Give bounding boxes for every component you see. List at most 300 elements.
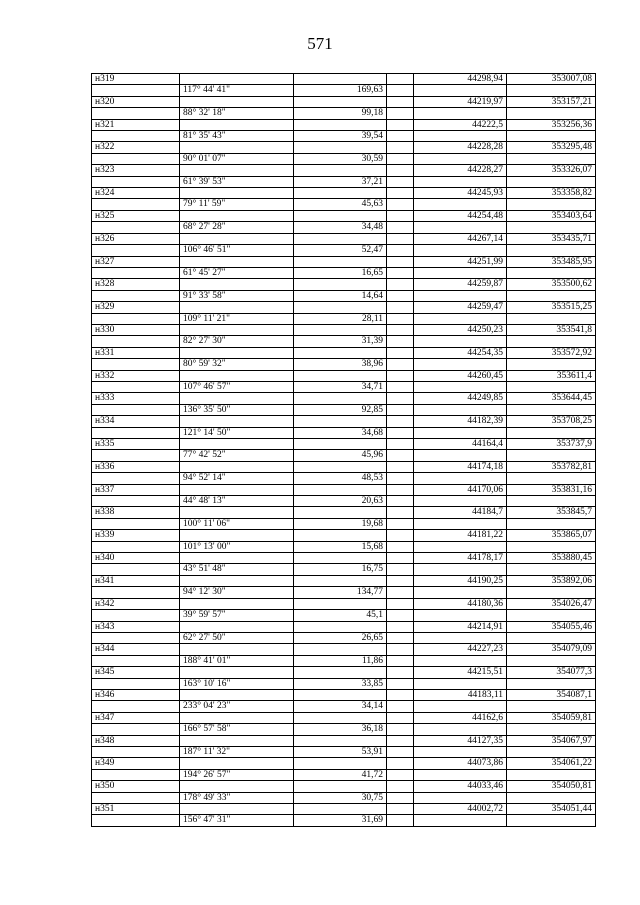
segment-length-cell: 30,75 [294, 792, 387, 803]
segment-row [92, 564, 596, 575]
point-name-cell [92, 450, 180, 461]
x-coordinate-cell: 44181,22 [414, 530, 507, 541]
empty-cell [387, 427, 414, 438]
x-coordinate-cell [414, 564, 507, 575]
direction-angle-cell [180, 416, 294, 427]
y-coordinate-cell: 353157,21 [507, 96, 596, 107]
point-row [92, 96, 596, 107]
segment-length-cell [294, 758, 387, 769]
point-name-cell: н336 [92, 461, 180, 472]
segment-length-cell [294, 393, 387, 404]
point-name-cell: н331 [92, 347, 180, 358]
direction-angle-cell [180, 347, 294, 358]
segment-length-cell [294, 621, 387, 632]
empty-cell [387, 518, 414, 529]
x-coordinate-cell: 44214,91 [414, 621, 507, 632]
point-name-cell: н347 [92, 712, 180, 723]
segment-length-cell: 169,63 [294, 85, 387, 96]
segment-length-cell: 33,85 [294, 678, 387, 689]
point-row [92, 324, 596, 335]
segment-length-cell: 14,64 [294, 290, 387, 301]
direction-angle-cell: 61° 45' 27" [180, 267, 294, 278]
point-name-cell [92, 815, 180, 826]
segment-length-cell [294, 484, 387, 495]
direction-angle-cell: 94° 12' 30" [180, 587, 294, 598]
x-coordinate-cell [414, 85, 507, 96]
empty-cell [387, 621, 414, 632]
point-name-cell [92, 199, 180, 210]
point-name-cell: н339 [92, 530, 180, 541]
point-name-cell [92, 131, 180, 142]
point-name-cell: н346 [92, 689, 180, 700]
direction-angle-cell [180, 484, 294, 495]
x-coordinate-cell [414, 610, 507, 621]
point-name-cell [92, 108, 180, 119]
y-coordinate-cell: 354055,46 [507, 621, 596, 632]
direction-angle-cell: 188° 41' 01" [180, 655, 294, 666]
point-name-cell: н327 [92, 256, 180, 267]
direction-angle-cell [180, 667, 294, 678]
direction-angle-cell [180, 689, 294, 700]
direction-angle-cell: 81° 35' 43" [180, 131, 294, 142]
y-coordinate-cell [507, 381, 596, 392]
direction-angle-cell [180, 439, 294, 450]
empty-cell [387, 439, 414, 450]
direction-angle-cell [180, 188, 294, 199]
empty-cell [387, 245, 414, 256]
point-row [92, 210, 596, 221]
point-name-cell: н319 [92, 74, 180, 85]
empty-cell [387, 484, 414, 495]
point-row [92, 575, 596, 586]
segment-row [92, 131, 596, 142]
segment-length-cell: 11,86 [294, 655, 387, 666]
direction-angle-cell: 100° 11' 06" [180, 518, 294, 529]
point-name-cell [92, 564, 180, 575]
direction-angle-cell [180, 119, 294, 130]
segment-length-cell: 134,77 [294, 587, 387, 598]
point-name-cell [92, 746, 180, 757]
empty-cell [387, 530, 414, 541]
y-coordinate-cell: 353737,9 [507, 439, 596, 450]
x-coordinate-cell [414, 176, 507, 187]
segment-length-cell: 28,11 [294, 313, 387, 324]
point-name-cell [92, 610, 180, 621]
segment-length-cell [294, 553, 387, 564]
direction-angle-cell: 117° 44' 41" [180, 85, 294, 96]
segment-row [92, 746, 596, 757]
empty-cell [387, 108, 414, 119]
x-coordinate-cell: 44170,06 [414, 484, 507, 495]
segment-length-cell [294, 165, 387, 176]
x-coordinate-cell: 44245,93 [414, 188, 507, 199]
point-row [92, 347, 596, 358]
x-coordinate-cell [414, 792, 507, 803]
direction-angle-cell: 166° 57' 58" [180, 724, 294, 735]
y-coordinate-cell [507, 108, 596, 119]
point-name-cell [92, 176, 180, 187]
segment-length-cell [294, 781, 387, 792]
segment-row [92, 769, 596, 780]
segment-row [92, 518, 596, 529]
empty-cell [387, 655, 414, 666]
point-name-cell [92, 496, 180, 507]
x-coordinate-cell [414, 131, 507, 142]
point-row [92, 758, 596, 769]
y-coordinate-cell: 354061,22 [507, 758, 596, 769]
x-coordinate-cell: 44228,27 [414, 165, 507, 176]
segment-row [92, 724, 596, 735]
x-coordinate-cell: 44178,17 [414, 553, 507, 564]
segment-length-cell [294, 689, 387, 700]
y-coordinate-cell: 353892,06 [507, 575, 596, 586]
segment-length-cell: 99,18 [294, 108, 387, 119]
point-name-cell [92, 222, 180, 233]
segment-length-cell [294, 256, 387, 267]
y-coordinate-cell: 353515,25 [507, 302, 596, 313]
y-coordinate-cell [507, 792, 596, 803]
coordinates-table-body [92, 74, 596, 827]
segment-row [92, 245, 596, 256]
empty-cell [387, 96, 414, 107]
segment-length-cell: 52,47 [294, 245, 387, 256]
x-coordinate-cell: 44190,25 [414, 575, 507, 586]
segment-row [92, 199, 596, 210]
x-coordinate-cell: 44219,97 [414, 96, 507, 107]
point-row [92, 507, 596, 518]
segment-row [92, 701, 596, 712]
empty-cell [387, 359, 414, 370]
y-coordinate-cell: 353435,71 [507, 233, 596, 244]
empty-cell [387, 769, 414, 780]
x-coordinate-cell [414, 404, 507, 415]
x-coordinate-cell: 44162,6 [414, 712, 507, 723]
x-coordinate-cell: 44249,85 [414, 393, 507, 404]
x-coordinate-cell: 44227,23 [414, 644, 507, 655]
segment-row [92, 541, 596, 552]
point-name-cell: н321 [92, 119, 180, 130]
segment-length-cell [294, 598, 387, 609]
empty-cell [387, 313, 414, 324]
empty-cell [387, 256, 414, 267]
y-coordinate-cell [507, 153, 596, 164]
point-name-cell: н345 [92, 667, 180, 678]
segment-length-cell [294, 507, 387, 518]
y-coordinate-cell [507, 724, 596, 735]
x-coordinate-cell [414, 541, 507, 552]
y-coordinate-cell: 353256,36 [507, 119, 596, 130]
direction-angle-cell [180, 781, 294, 792]
empty-cell [387, 199, 414, 210]
segment-length-cell: 31,69 [294, 815, 387, 826]
y-coordinate-cell: 354050,81 [507, 781, 596, 792]
point-row [92, 735, 596, 746]
x-coordinate-cell: 44228,28 [414, 142, 507, 153]
empty-cell [387, 336, 414, 347]
direction-angle-cell: 90° 01' 07" [180, 153, 294, 164]
point-row [92, 553, 596, 564]
y-coordinate-cell [507, 518, 596, 529]
x-coordinate-cell: 44222,5 [414, 119, 507, 130]
segment-length-cell: 31,39 [294, 336, 387, 347]
direction-angle-cell: 79° 11' 59" [180, 199, 294, 210]
point-row [92, 439, 596, 450]
point-row [92, 621, 596, 632]
segment-length-cell [294, 188, 387, 199]
point-row [92, 416, 596, 427]
x-coordinate-cell [414, 153, 507, 164]
direction-angle-cell [180, 712, 294, 723]
segment-length-cell: 34,48 [294, 222, 387, 233]
point-row [92, 644, 596, 655]
empty-cell [387, 393, 414, 404]
direction-angle-cell [180, 279, 294, 290]
segment-length-cell: 26,65 [294, 632, 387, 643]
empty-cell [387, 165, 414, 176]
empty-cell [387, 404, 414, 415]
x-coordinate-cell [414, 290, 507, 301]
x-coordinate-cell [414, 473, 507, 484]
point-row [92, 781, 596, 792]
segment-length-cell: 48,53 [294, 473, 387, 484]
empty-cell [387, 598, 414, 609]
point-name-cell: н344 [92, 644, 180, 655]
x-coordinate-cell: 44254,35 [414, 347, 507, 358]
point-name-cell: н350 [92, 781, 180, 792]
empty-cell [387, 792, 414, 803]
segment-row [92, 610, 596, 621]
empty-cell [387, 74, 414, 85]
direction-angle-cell: 77° 42' 52" [180, 450, 294, 461]
segment-length-cell: 36,18 [294, 724, 387, 735]
direction-angle-cell [180, 553, 294, 564]
x-coordinate-cell [414, 267, 507, 278]
x-coordinate-cell [414, 632, 507, 643]
y-coordinate-cell: 353007,08 [507, 74, 596, 85]
segment-row [92, 815, 596, 826]
y-coordinate-cell [507, 176, 596, 187]
point-row [92, 598, 596, 609]
point-name-cell: н335 [92, 439, 180, 450]
empty-cell [387, 667, 414, 678]
segment-row [92, 404, 596, 415]
empty-cell [387, 290, 414, 301]
direction-angle-cell: 156° 47' 31" [180, 815, 294, 826]
y-coordinate-cell [507, 267, 596, 278]
x-coordinate-cell [414, 769, 507, 780]
empty-cell [387, 153, 414, 164]
empty-cell [387, 564, 414, 575]
point-row [92, 233, 596, 244]
x-coordinate-cell [414, 313, 507, 324]
segment-row [92, 496, 596, 507]
segment-length-cell: 37,21 [294, 176, 387, 187]
y-coordinate-cell: 354087,1 [507, 689, 596, 700]
empty-cell [387, 610, 414, 621]
direction-angle-cell [180, 233, 294, 244]
direction-angle-cell [180, 758, 294, 769]
empty-cell [387, 735, 414, 746]
y-coordinate-cell [507, 769, 596, 780]
x-coordinate-cell [414, 701, 507, 712]
coordinates-table-container [91, 73, 595, 827]
direction-angle-cell [180, 621, 294, 632]
empty-cell [387, 815, 414, 826]
segment-length-cell [294, 324, 387, 335]
direction-angle-cell [180, 575, 294, 586]
x-coordinate-cell: 44298,94 [414, 74, 507, 85]
empty-cell [387, 746, 414, 757]
point-row [92, 530, 596, 541]
y-coordinate-cell: 353358,82 [507, 188, 596, 199]
y-coordinate-cell [507, 587, 596, 598]
direction-angle-cell: 107° 46' 57" [180, 381, 294, 392]
empty-cell [387, 142, 414, 153]
point-row [92, 393, 596, 404]
empty-cell [387, 370, 414, 381]
y-coordinate-cell: 353865,07 [507, 530, 596, 541]
point-name-cell [92, 518, 180, 529]
empty-cell [387, 85, 414, 96]
y-coordinate-cell [507, 496, 596, 507]
segment-row [92, 655, 596, 666]
point-name-cell [92, 290, 180, 301]
y-coordinate-cell [507, 701, 596, 712]
y-coordinate-cell: 353845,7 [507, 507, 596, 518]
y-coordinate-cell [507, 313, 596, 324]
segment-row [92, 473, 596, 484]
point-name-cell [92, 769, 180, 780]
empty-cell [387, 233, 414, 244]
point-name-cell [92, 381, 180, 392]
point-row [92, 165, 596, 176]
segment-length-cell [294, 461, 387, 472]
segment-row [92, 313, 596, 324]
y-coordinate-cell: 353782,81 [507, 461, 596, 472]
point-name-cell [92, 792, 180, 803]
x-coordinate-cell: 44267,14 [414, 233, 507, 244]
y-coordinate-cell: 353485,95 [507, 256, 596, 267]
point-name-cell [92, 359, 180, 370]
point-name-cell [92, 701, 180, 712]
point-name-cell [92, 541, 180, 552]
point-name-cell: н324 [92, 188, 180, 199]
point-name-cell: н334 [92, 416, 180, 427]
y-coordinate-cell [507, 222, 596, 233]
x-coordinate-cell: 44033,46 [414, 781, 507, 792]
x-coordinate-cell [414, 108, 507, 119]
direction-angle-cell: 109° 11' 21" [180, 313, 294, 324]
direction-angle-cell: 233° 04' 23" [180, 701, 294, 712]
empty-cell [387, 689, 414, 700]
x-coordinate-cell: 44183,11 [414, 689, 507, 700]
y-coordinate-cell: 353880,45 [507, 553, 596, 564]
empty-cell [387, 804, 414, 815]
point-name-cell [92, 404, 180, 415]
y-coordinate-cell: 353326,07 [507, 165, 596, 176]
segment-row [92, 85, 596, 96]
x-coordinate-cell [414, 724, 507, 735]
empty-cell [387, 222, 414, 233]
point-row [92, 484, 596, 495]
point-name-cell: н325 [92, 210, 180, 221]
empty-cell [387, 507, 414, 518]
y-coordinate-cell [507, 473, 596, 484]
y-coordinate-cell: 353403,64 [507, 210, 596, 221]
point-name-cell: н320 [92, 96, 180, 107]
point-name-cell: н333 [92, 393, 180, 404]
point-name-cell [92, 267, 180, 278]
y-coordinate-cell [507, 336, 596, 347]
y-coordinate-cell [507, 131, 596, 142]
empty-cell [387, 644, 414, 655]
segment-row [92, 290, 596, 301]
segment-length-cell [294, 644, 387, 655]
y-coordinate-cell [507, 541, 596, 552]
segment-row [92, 450, 596, 461]
segment-length-cell [294, 804, 387, 815]
segment-length-cell [294, 530, 387, 541]
point-row [92, 119, 596, 130]
x-coordinate-cell [414, 655, 507, 666]
direction-angle-cell: 80° 59' 32" [180, 359, 294, 370]
direction-angle-cell: 39° 59' 57" [180, 610, 294, 621]
y-coordinate-cell: 354026,47 [507, 598, 596, 609]
segment-length-cell: 92,85 [294, 404, 387, 415]
segment-row [92, 632, 596, 643]
point-row [92, 256, 596, 267]
x-coordinate-cell: 44184,7 [414, 507, 507, 518]
segment-row [92, 381, 596, 392]
empty-cell [387, 416, 414, 427]
empty-cell [387, 279, 414, 290]
direction-angle-cell [180, 370, 294, 381]
direction-angle-cell [180, 393, 294, 404]
segment-length-cell: 45,63 [294, 199, 387, 210]
point-name-cell: н342 [92, 598, 180, 609]
point-row [92, 461, 596, 472]
segment-length-cell: 39,54 [294, 131, 387, 142]
direction-angle-cell: 178° 49' 33" [180, 792, 294, 803]
y-coordinate-cell [507, 450, 596, 461]
segment-length-cell: 16,75 [294, 564, 387, 575]
segment-length-cell [294, 74, 387, 85]
x-coordinate-cell [414, 199, 507, 210]
point-row [92, 370, 596, 381]
segment-length-cell: 16,65 [294, 267, 387, 278]
empty-cell [387, 302, 414, 313]
coordinates-table [91, 73, 596, 827]
direction-angle-cell [180, 256, 294, 267]
empty-cell [387, 267, 414, 278]
empty-cell [387, 712, 414, 723]
point-name-cell: н338 [92, 507, 180, 518]
x-coordinate-cell: 44164,4 [414, 439, 507, 450]
y-coordinate-cell [507, 245, 596, 256]
empty-cell [387, 724, 414, 735]
segment-length-cell [294, 279, 387, 290]
segment-length-cell: 34,14 [294, 701, 387, 712]
y-coordinate-cell [507, 427, 596, 438]
x-coordinate-cell: 44250,23 [414, 324, 507, 335]
y-coordinate-cell [507, 610, 596, 621]
segment-row [92, 359, 596, 370]
segment-row [92, 427, 596, 438]
y-coordinate-cell: 353611,4 [507, 370, 596, 381]
empty-cell [387, 781, 414, 792]
empty-cell [387, 541, 414, 552]
x-coordinate-cell [414, 222, 507, 233]
